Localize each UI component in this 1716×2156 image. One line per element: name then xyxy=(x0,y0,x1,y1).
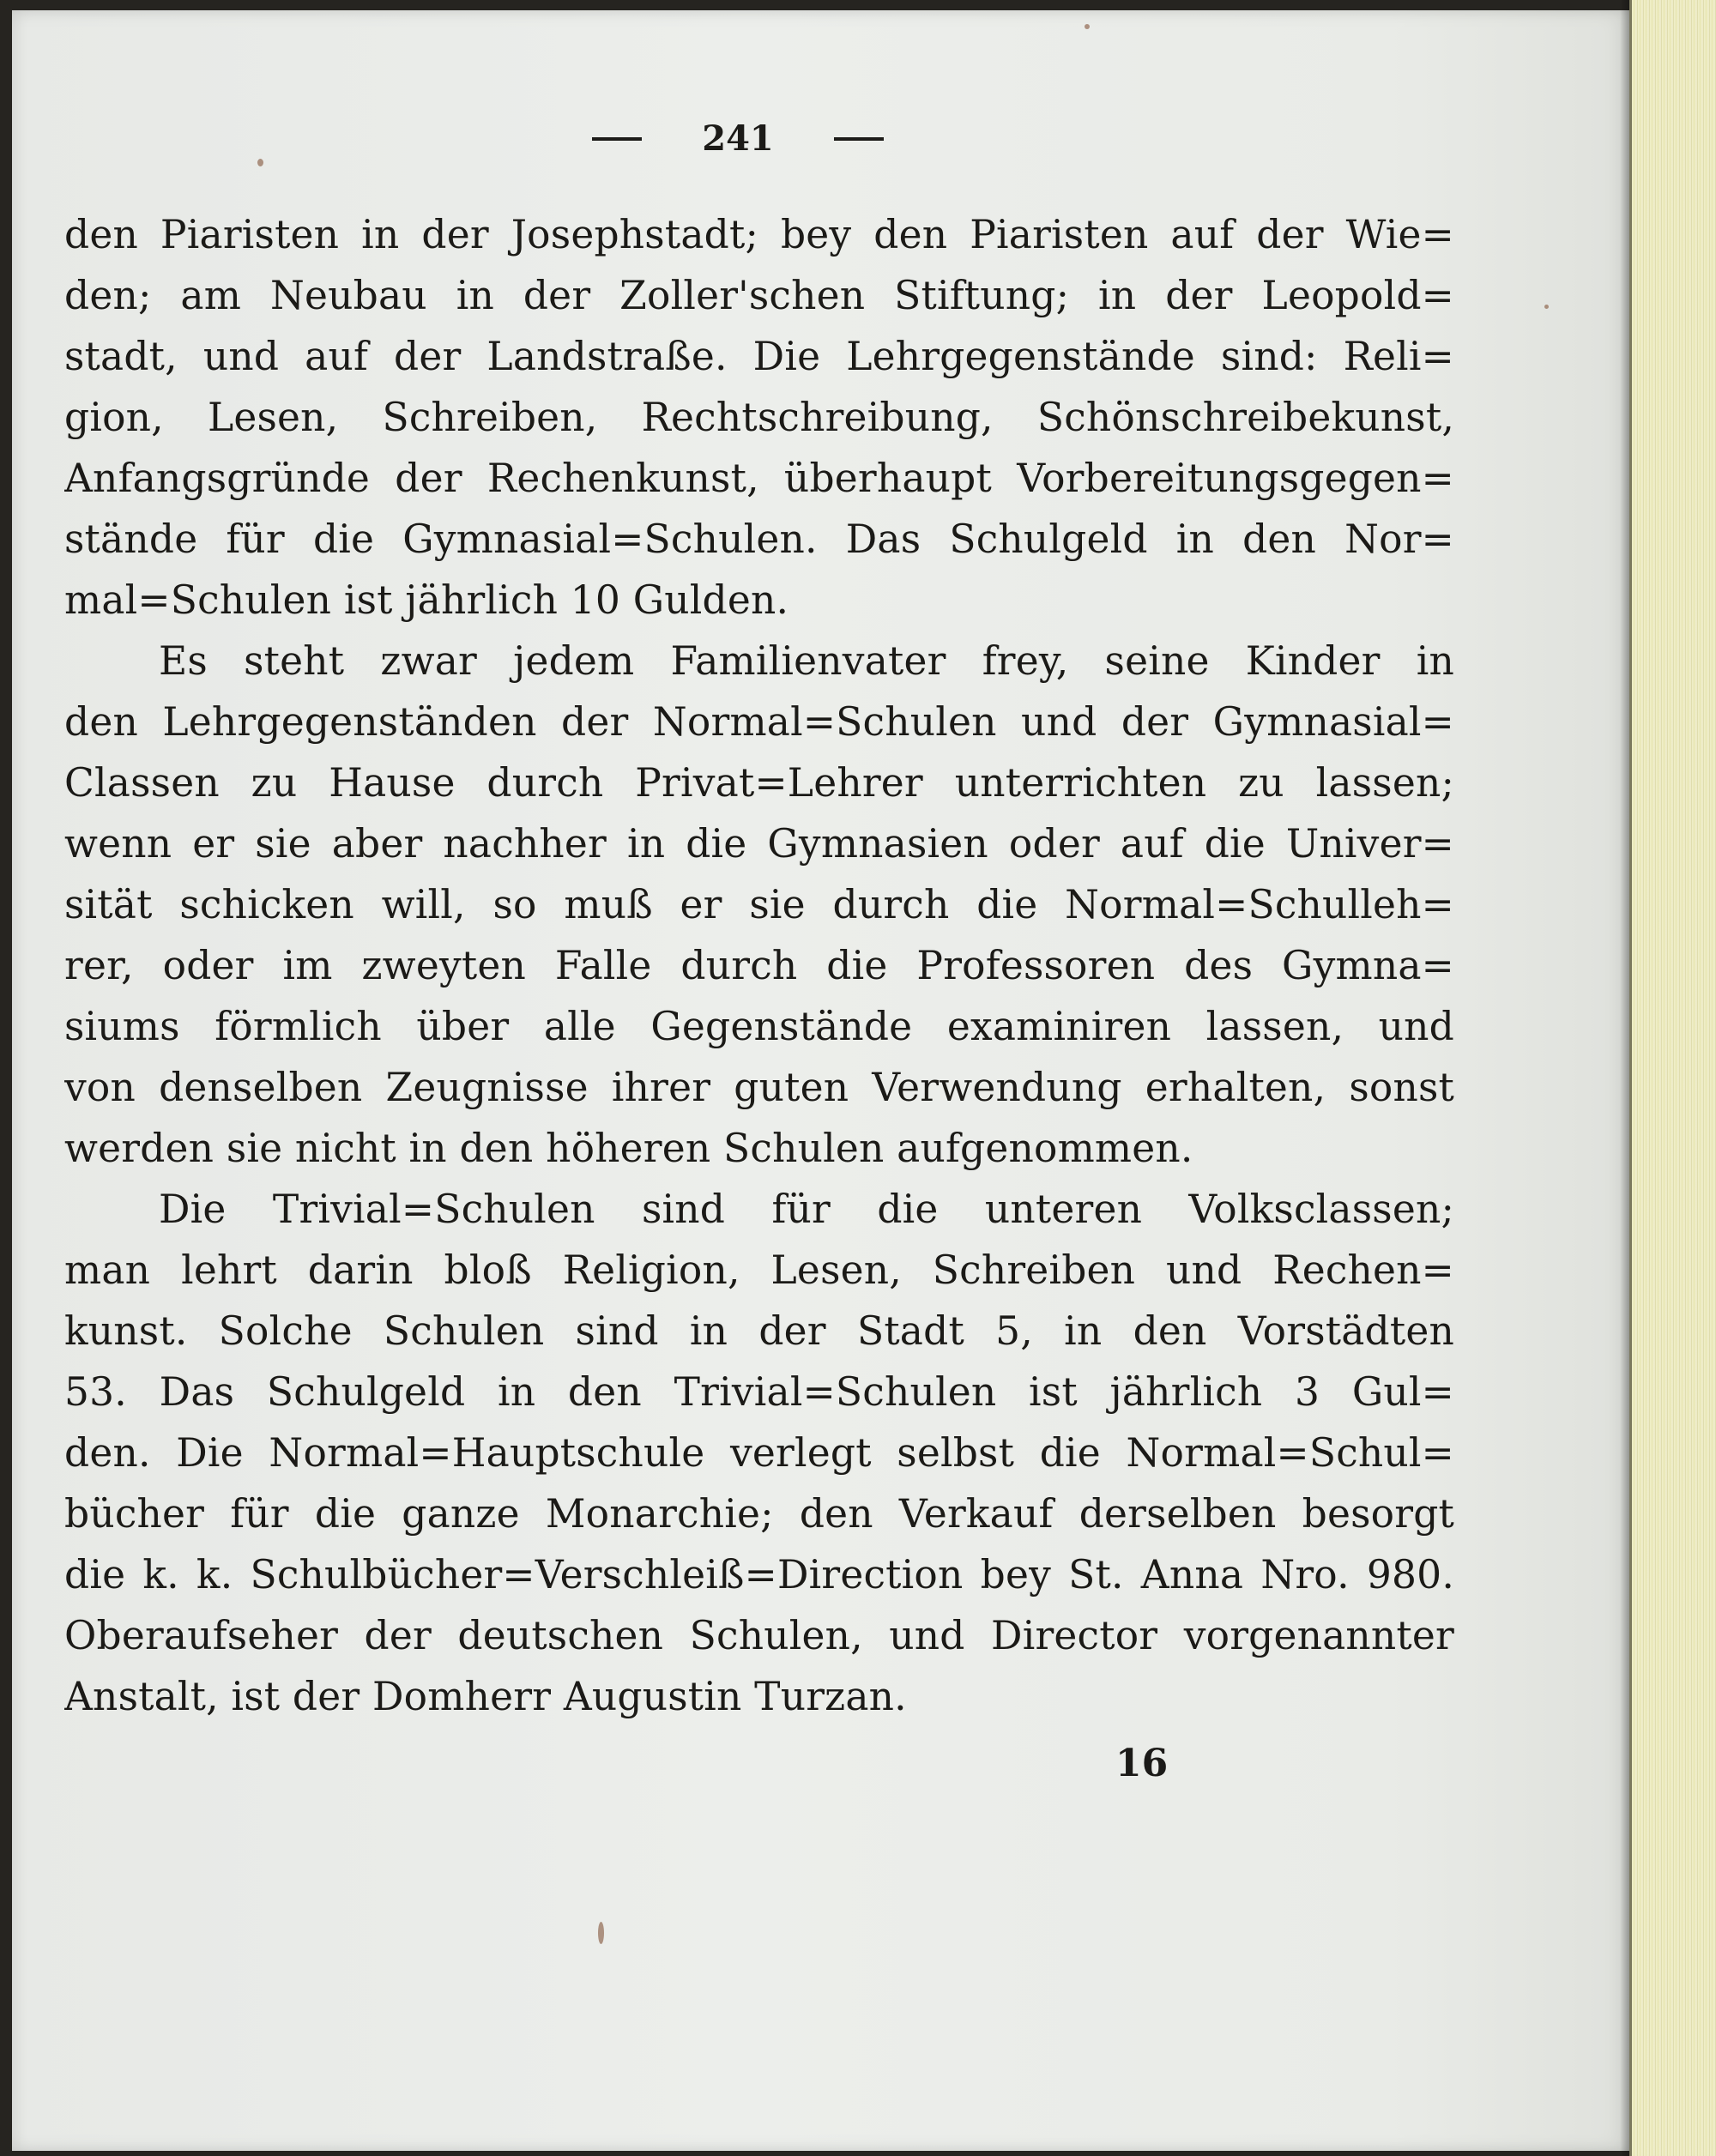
text-line: Classen zu Hause durch Privat=Lehrer unterrichten zu lassen; xyxy=(64,760,1454,806)
text-line: 53. Das Schulgeld in den Trivial=Schulen ist jährlich 3 Gul= xyxy=(64,1369,1454,1415)
text-line: den; am Neubau in der Zoller'schen Stiftung; in der Leopold= xyxy=(64,273,1454,318)
page-edges xyxy=(1629,0,1716,2156)
text-line: sität schicken will, so muß er sie durch die Normal=Schulleh= xyxy=(64,882,1454,927)
text-line: die k. k. Schulbücher=Verschleiß=Direction bey St. Anna Nro. 980. xyxy=(64,1552,1454,1597)
paper-speck xyxy=(1085,24,1090,29)
text-line: von denselben Zeugnisse ihrer guten Verwendung erhalten, sonst xyxy=(64,1065,1454,1110)
text-line: den Piaristen in der Josephstadt; bey den Piaristen auf der Wie= xyxy=(64,212,1454,257)
text-line: wenn er sie aber nachher in die Gymnasien oder auf die Univer= xyxy=(64,821,1454,867)
text-line: Anfangsgründe der Rechenkunst, überhaupt Vorbereitungsgegen= xyxy=(64,456,1454,501)
text-line: Oberaufseher der deutschen Schulen, und Director vorgenannter xyxy=(64,1613,1454,1658)
text-line: den Lehrgegenständen der Normal=Schulen und der Gymnasial= xyxy=(64,699,1454,745)
page-header xyxy=(592,118,884,159)
text-line: siums förmlich über alle Gegenstände examiniren lassen, und xyxy=(64,1004,1454,1049)
text-line: bücher für die ganze Monarchie; den Verkauf derselben besorgt xyxy=(64,1491,1454,1537)
text-line: den. Die Normal=Hauptschule verlegt selbst die Normal=Schul= xyxy=(64,1430,1454,1476)
page-number: 241 xyxy=(702,118,774,159)
text-line: Anstalt, ist der Domherr Augustin Turzan. xyxy=(64,1674,907,1719)
header-dash-right xyxy=(834,137,884,141)
signature-mark: 16 xyxy=(1115,1742,1169,1785)
paper-speck xyxy=(1544,305,1549,309)
text-line: rer, oder im zweyten Falle durch die Professoren des Gymna= xyxy=(64,943,1454,988)
text-line: werden sie nicht in den höheren Schulen aufgenommen. xyxy=(64,1126,1193,1171)
text-line: Es steht zwar jedem Familienvater frey, seine Kinder in xyxy=(159,638,1454,684)
body-text xyxy=(64,204,1454,1727)
text-line: man lehrt darin bloß Religion, Lesen, Schreiben und Rechen= xyxy=(64,1247,1454,1293)
text-line: stadt, und auf der Landstraße. Die Lehrgegenstände sind: Reli= xyxy=(64,334,1454,379)
paper-speck xyxy=(257,159,263,166)
text-line: Die Trivial=Schulen sind für die unteren Volksclassen; xyxy=(159,1187,1454,1232)
text-line: gion, Lesen, Schreiben, Rechtschreibung, Schönschreibekunst, xyxy=(64,395,1454,440)
text-line: stände für die Gymnasial=Schulen. Das Schulgeld in den Nor= xyxy=(64,516,1454,562)
paper-speck xyxy=(598,1922,604,1944)
text-line: mal=Schulen ist jährlich 10 Gulden. xyxy=(64,577,789,623)
text-line: kunst. Solche Schulen sind in der Stadt 5, in den Vorstädten xyxy=(64,1308,1454,1354)
header-dash-left xyxy=(592,137,642,141)
